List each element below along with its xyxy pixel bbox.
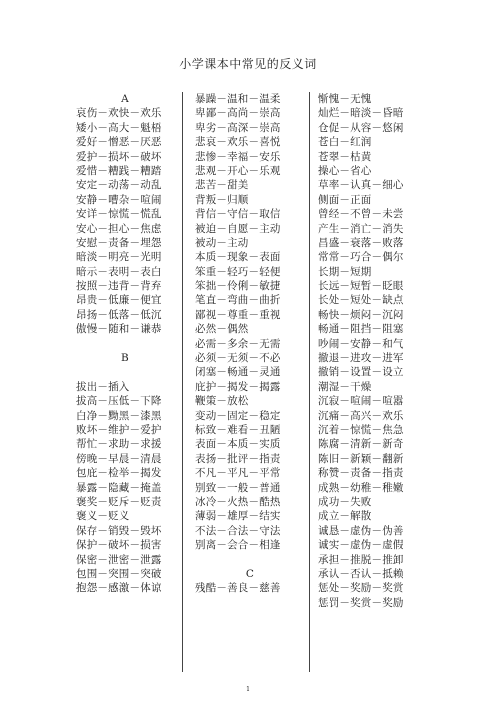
blank-line [195, 553, 305, 567]
document-title: 小学课本中常见的反义词 [179, 57, 317, 71]
antonym-entry: 安静－嘈杂－喧闹 [76, 193, 162, 206]
antonym-entry: 闭塞－畅通－灵通 [195, 366, 281, 379]
antonym-entry: 傲慢－随和－谦恭 [76, 323, 162, 336]
antonym-entry: 拔高－压低－下降 [76, 395, 162, 408]
antonym-entry: 冰冷－火热－酷热 [195, 495, 281, 508]
antonym-entry: 爱惜－糟践－糟踏 [76, 164, 162, 177]
antonym-entry: 笔直－弯曲－曲折 [195, 294, 281, 307]
antonym-entry: 成功－失败 [318, 495, 372, 508]
section-letter: B [121, 352, 129, 365]
antonym-entry: 沉痛－高兴－欢乐 [318, 409, 404, 422]
antonym-entry: 长处－短处－缺点 [318, 294, 404, 307]
antonym-entry: 必须－无须－不必 [195, 352, 281, 365]
antonym-entry: 别离－会合－相逢 [195, 539, 281, 552]
antonym-entry: 帮忙－求助－求援 [76, 438, 162, 451]
antonym-entry: 灿烂－暗淡－昏暗 [318, 107, 404, 120]
antonym-entry: 保存－销毁－毁坏 [76, 524, 162, 537]
antonym-entry: 曾经－不曾－未尝 [318, 208, 404, 221]
antonym-entry: 昌盛－衰落－败落 [318, 236, 404, 249]
antonym-entry: 被动－主动 [195, 236, 249, 249]
antonym-entry: 鄙视－尊重－重视 [195, 308, 281, 321]
antonym-entry: 侧面－正面 [318, 193, 372, 206]
antonym-entry: 暗淡－明亮－光明 [76, 251, 162, 264]
antonym-entry: 变动－固定－稳定 [195, 409, 281, 422]
antonym-entry: 哀伤－欢快－欢乐 [76, 107, 162, 120]
antonym-entry: 笨重－轻巧－轻便 [195, 265, 281, 278]
antonym-entry: 安详－惊慌－慌乱 [76, 208, 162, 221]
antonym-entry: 保护－破坏－损害 [76, 539, 162, 552]
antonym-entry: 产生－消亡－消失 [318, 222, 404, 235]
blank-line [76, 365, 174, 379]
antonym-entry: 陈腐－清新－新奇 [318, 438, 404, 451]
antonym-entry: 长远－短暂－眨眼 [318, 280, 404, 293]
antonym-entry: 苍白－红润 [318, 136, 372, 149]
antonym-entry: 矮小－高大－魁梧 [76, 121, 162, 134]
antonym-entry: 安心－担心－焦虑 [76, 222, 162, 235]
antonym-entry: 撤退－进攻－进军 [318, 352, 404, 365]
antonym-entry: 悲苦－甜美 [195, 179, 249, 192]
antonym-entry: 拔出－插入 [76, 380, 130, 393]
antonym-entry: 鞭策－放松 [195, 395, 249, 408]
antonym-entry: 悲观－开心－乐观 [195, 164, 281, 177]
antonym-entry: 悲哀－欢乐－喜悦 [195, 136, 281, 149]
antonym-entry: 暴露－隐藏－掩盖 [76, 481, 162, 494]
antonym-entry: 惩处－奖励－奖赏 [318, 582, 404, 595]
antonym-entry: 背叛－归顺 [195, 193, 249, 206]
antonym-column-2 [195, 92, 305, 596]
antonym-entry: 诚恳－虚伪－伪善 [318, 524, 404, 537]
antonym-entry: 成立－解散 [318, 510, 372, 523]
antonym-column-3 [318, 92, 428, 610]
section-letter: A [121, 93, 129, 105]
antonym-entry: 陈旧－新颖－翻新 [318, 452, 404, 465]
antonym-entry: 爱护－损坏－破坏 [76, 150, 162, 163]
antonym-entry: 表扬－批评－指责 [195, 452, 281, 465]
antonym-entry: 长期－短期 [318, 265, 372, 278]
antonym-entry: 诚实－虚伪－虚假 [318, 539, 404, 552]
antonym-entry: 承担－推脱－推卸 [318, 553, 404, 566]
antonym-entry: 承认－否认－抵赖 [318, 567, 404, 580]
antonym-entry: 笨拙－伶俐－敏捷 [195, 280, 281, 293]
antonym-entry: 称赞－责备－指责 [318, 467, 404, 480]
antonym-entry: 沉着－惊慌－焦急 [318, 423, 404, 436]
antonym-entry: 残酷－善良－慈善 [195, 582, 281, 595]
antonym-entry: 按照－违背－背弃 [76, 280, 162, 293]
antonym-entry: 卑鄙－高尚－崇高 [195, 107, 281, 120]
antonym-entry: 白净－黝黑－漆黑 [76, 409, 162, 422]
antonym-entry: 撤销－设置－设立 [318, 366, 404, 379]
antonym-entry: 傍晚－早晨－清晨 [76, 452, 162, 465]
blank-line [76, 337, 174, 351]
antonym-entry: 背信－守信－取信 [195, 208, 281, 221]
antonym-entry: 不法－合法－守法 [195, 524, 281, 537]
antonym-entry: 成熟－幼稚－稚嫩 [318, 481, 404, 494]
antonym-entry: 昂扬－低落－低沉 [76, 308, 162, 321]
antonym-entry: 惭愧－无愧 [318, 93, 372, 105]
antonym-entry: 惩罚－奖赏－奖励 [318, 596, 404, 609]
antonym-entry: 抱怨－感激－体谅 [76, 582, 162, 595]
antonym-entry: 别致－一般－普通 [195, 481, 281, 494]
column-divider-right [309, 92, 310, 672]
antonym-entry: 庇护－揭发－揭露 [195, 380, 281, 393]
antonym-entry: 吵闹－安静－和气 [318, 337, 404, 350]
antonym-entry: 畅通－阻挡－阻塞 [318, 323, 404, 336]
antonym-entry: 薄弱－雄厚－结实 [195, 510, 281, 523]
antonym-entry: 暴躁－温和－温柔 [195, 93, 281, 105]
antonym-entry: 卑劣－高深－崇高 [195, 121, 281, 134]
antonym-entry: 草率－认真－细心 [318, 179, 404, 192]
antonym-entry: 暗示－表明－表白 [76, 265, 162, 278]
antonym-entry: 败坏－维护－爱护 [76, 423, 162, 436]
column-divider-left [182, 92, 183, 672]
antonym-entry: 褒奖－贬斥－贬责 [76, 495, 162, 508]
antonym-entry: 必需－多余－无需 [195, 337, 281, 350]
antonym-entry: 褒义－贬义 [76, 510, 130, 523]
antonym-entry: 表面－本质－实质 [195, 438, 281, 451]
antonym-entry: 苍翠－枯黄 [318, 150, 372, 163]
antonym-entry: 悲惨－幸福－安乐 [195, 150, 281, 163]
antonym-entry: 包庇－检举－揭发 [76, 467, 162, 480]
antonym-entry: 保密－泄密－泄露 [76, 553, 162, 566]
section-letter: C [245, 567, 255, 580]
antonym-entry: 昂贵－低廉－便宜 [76, 294, 162, 307]
antonym-entry: 必然－偶然 [195, 323, 249, 336]
antonym-entry: 操心－省心 [318, 164, 372, 177]
antonym-entry: 常常－巧合－偶尔 [318, 251, 404, 264]
antonym-entry: 安慰－责备－埋怨 [76, 236, 162, 249]
antonym-entry: 爱好－憎恶－厌恶 [76, 136, 162, 149]
antonym-entry: 被迫－自愿－主动 [195, 222, 281, 235]
antonym-entry: 本质－现象－表面 [195, 251, 281, 264]
antonym-entry: 标致－难看－丑陋 [195, 423, 281, 436]
antonym-entry: 沉寂－喧闹－喧嚣 [318, 395, 404, 408]
antonym-entry: 仓促－从容－悠闲 [318, 121, 404, 134]
page-number: 1 [246, 686, 250, 693]
antonym-entry: 包围－突围－突破 [76, 567, 162, 580]
antonym-column-1 [76, 92, 174, 596]
antonym-entry: 潮湿－干燥 [318, 380, 372, 393]
antonym-entry: 畅快－烦闷－沉闷 [318, 308, 404, 321]
antonym-entry: 不凡－平凡－平常 [195, 467, 281, 480]
antonym-entry: 安定－动荡－动乱 [76, 179, 162, 192]
